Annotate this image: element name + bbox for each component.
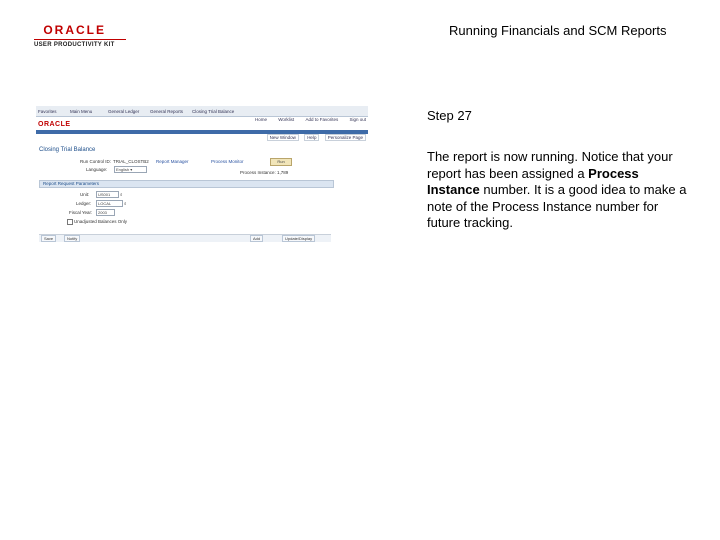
notify-button: Notify [64, 235, 80, 242]
step-title: Step 27 [427, 108, 472, 123]
link-sign-out: Sign out [349, 117, 366, 122]
language-value: English [116, 167, 130, 172]
language-label: Language: [86, 167, 108, 172]
add-button: Add [250, 235, 263, 242]
unadjusted-checkbox [67, 219, 73, 225]
ledger-field: LOCAL [96, 200, 123, 207]
process-instance-text: Process Instance: 1,789 [240, 170, 289, 175]
checkbox-label: Unadjusted Balances Only [74, 219, 128, 224]
util-links [263, 135, 366, 140]
link-home: Home [254, 117, 267, 122]
desc-text-after: number. It is a good idea to make a note of the Process Instance number for future tracking. [427, 182, 687, 230]
fiscal-year-label: Fiscal Year: [69, 210, 93, 215]
nav-item-general-ledger: General Ledger [108, 109, 140, 114]
nav-item-favorites: Favorites [38, 109, 57, 114]
language-select: English ▾ [114, 166, 147, 173]
report-parameters-section: Report Request Parameters [39, 180, 334, 188]
unit-label: Unit: [80, 192, 90, 197]
nav-item-main-menu: Main Menu [70, 109, 93, 114]
link-new-window: New Window [267, 134, 299, 141]
report-manager-link: Report Manager [156, 159, 189, 164]
run-button: Run [270, 158, 292, 166]
logo-upk-text: USER PRODUCTIVITY KIT [34, 39, 126, 48]
update-display-button: Update/Display [282, 235, 315, 242]
ledger-search-icon: ⌕ [124, 201, 127, 206]
link-help: Help [304, 134, 319, 141]
desc-text-before: The report is now running. Notice that your report has been assigned a [427, 149, 673, 181]
logo-oracle-text: ORACLE [43, 23, 106, 37]
process-monitor-link: Process Monitor [211, 159, 244, 164]
page-title: Running Financials and SCM Reports [449, 23, 667, 38]
save-button: Save [41, 235, 56, 242]
nav-bar [36, 106, 368, 117]
link-worklist: Worklist [278, 117, 295, 122]
top-links [245, 117, 366, 122]
unit-field: US001 [96, 191, 119, 198]
screenshot-page-title: Closing Trial Balance [39, 147, 96, 153]
peoplesoft-screenshot [36, 106, 368, 242]
nav-item-general-reports: General Reports [150, 109, 184, 114]
oracle-upk-logo [34, 24, 126, 48]
screenshot-oracle-brand: ORACLE [38, 121, 71, 128]
run-control-label: Run Control ID: [80, 159, 112, 164]
ledger-label: Ledger: [76, 201, 92, 206]
fiscal-year-field: 2003 [96, 209, 115, 216]
run-control-value: TRIAL_CLOSTB2 [113, 159, 149, 164]
desc-bold-term: Process Instance [427, 165, 639, 197]
step-description [427, 149, 687, 232]
unit-search-icon: ⌕ [120, 192, 123, 197]
nav-item-closing-trial-balance: Closing Trial Balance [192, 109, 235, 114]
link-personalize: Personalize Page [325, 134, 366, 141]
link-add-favorites: Add to Favorites [305, 117, 339, 122]
